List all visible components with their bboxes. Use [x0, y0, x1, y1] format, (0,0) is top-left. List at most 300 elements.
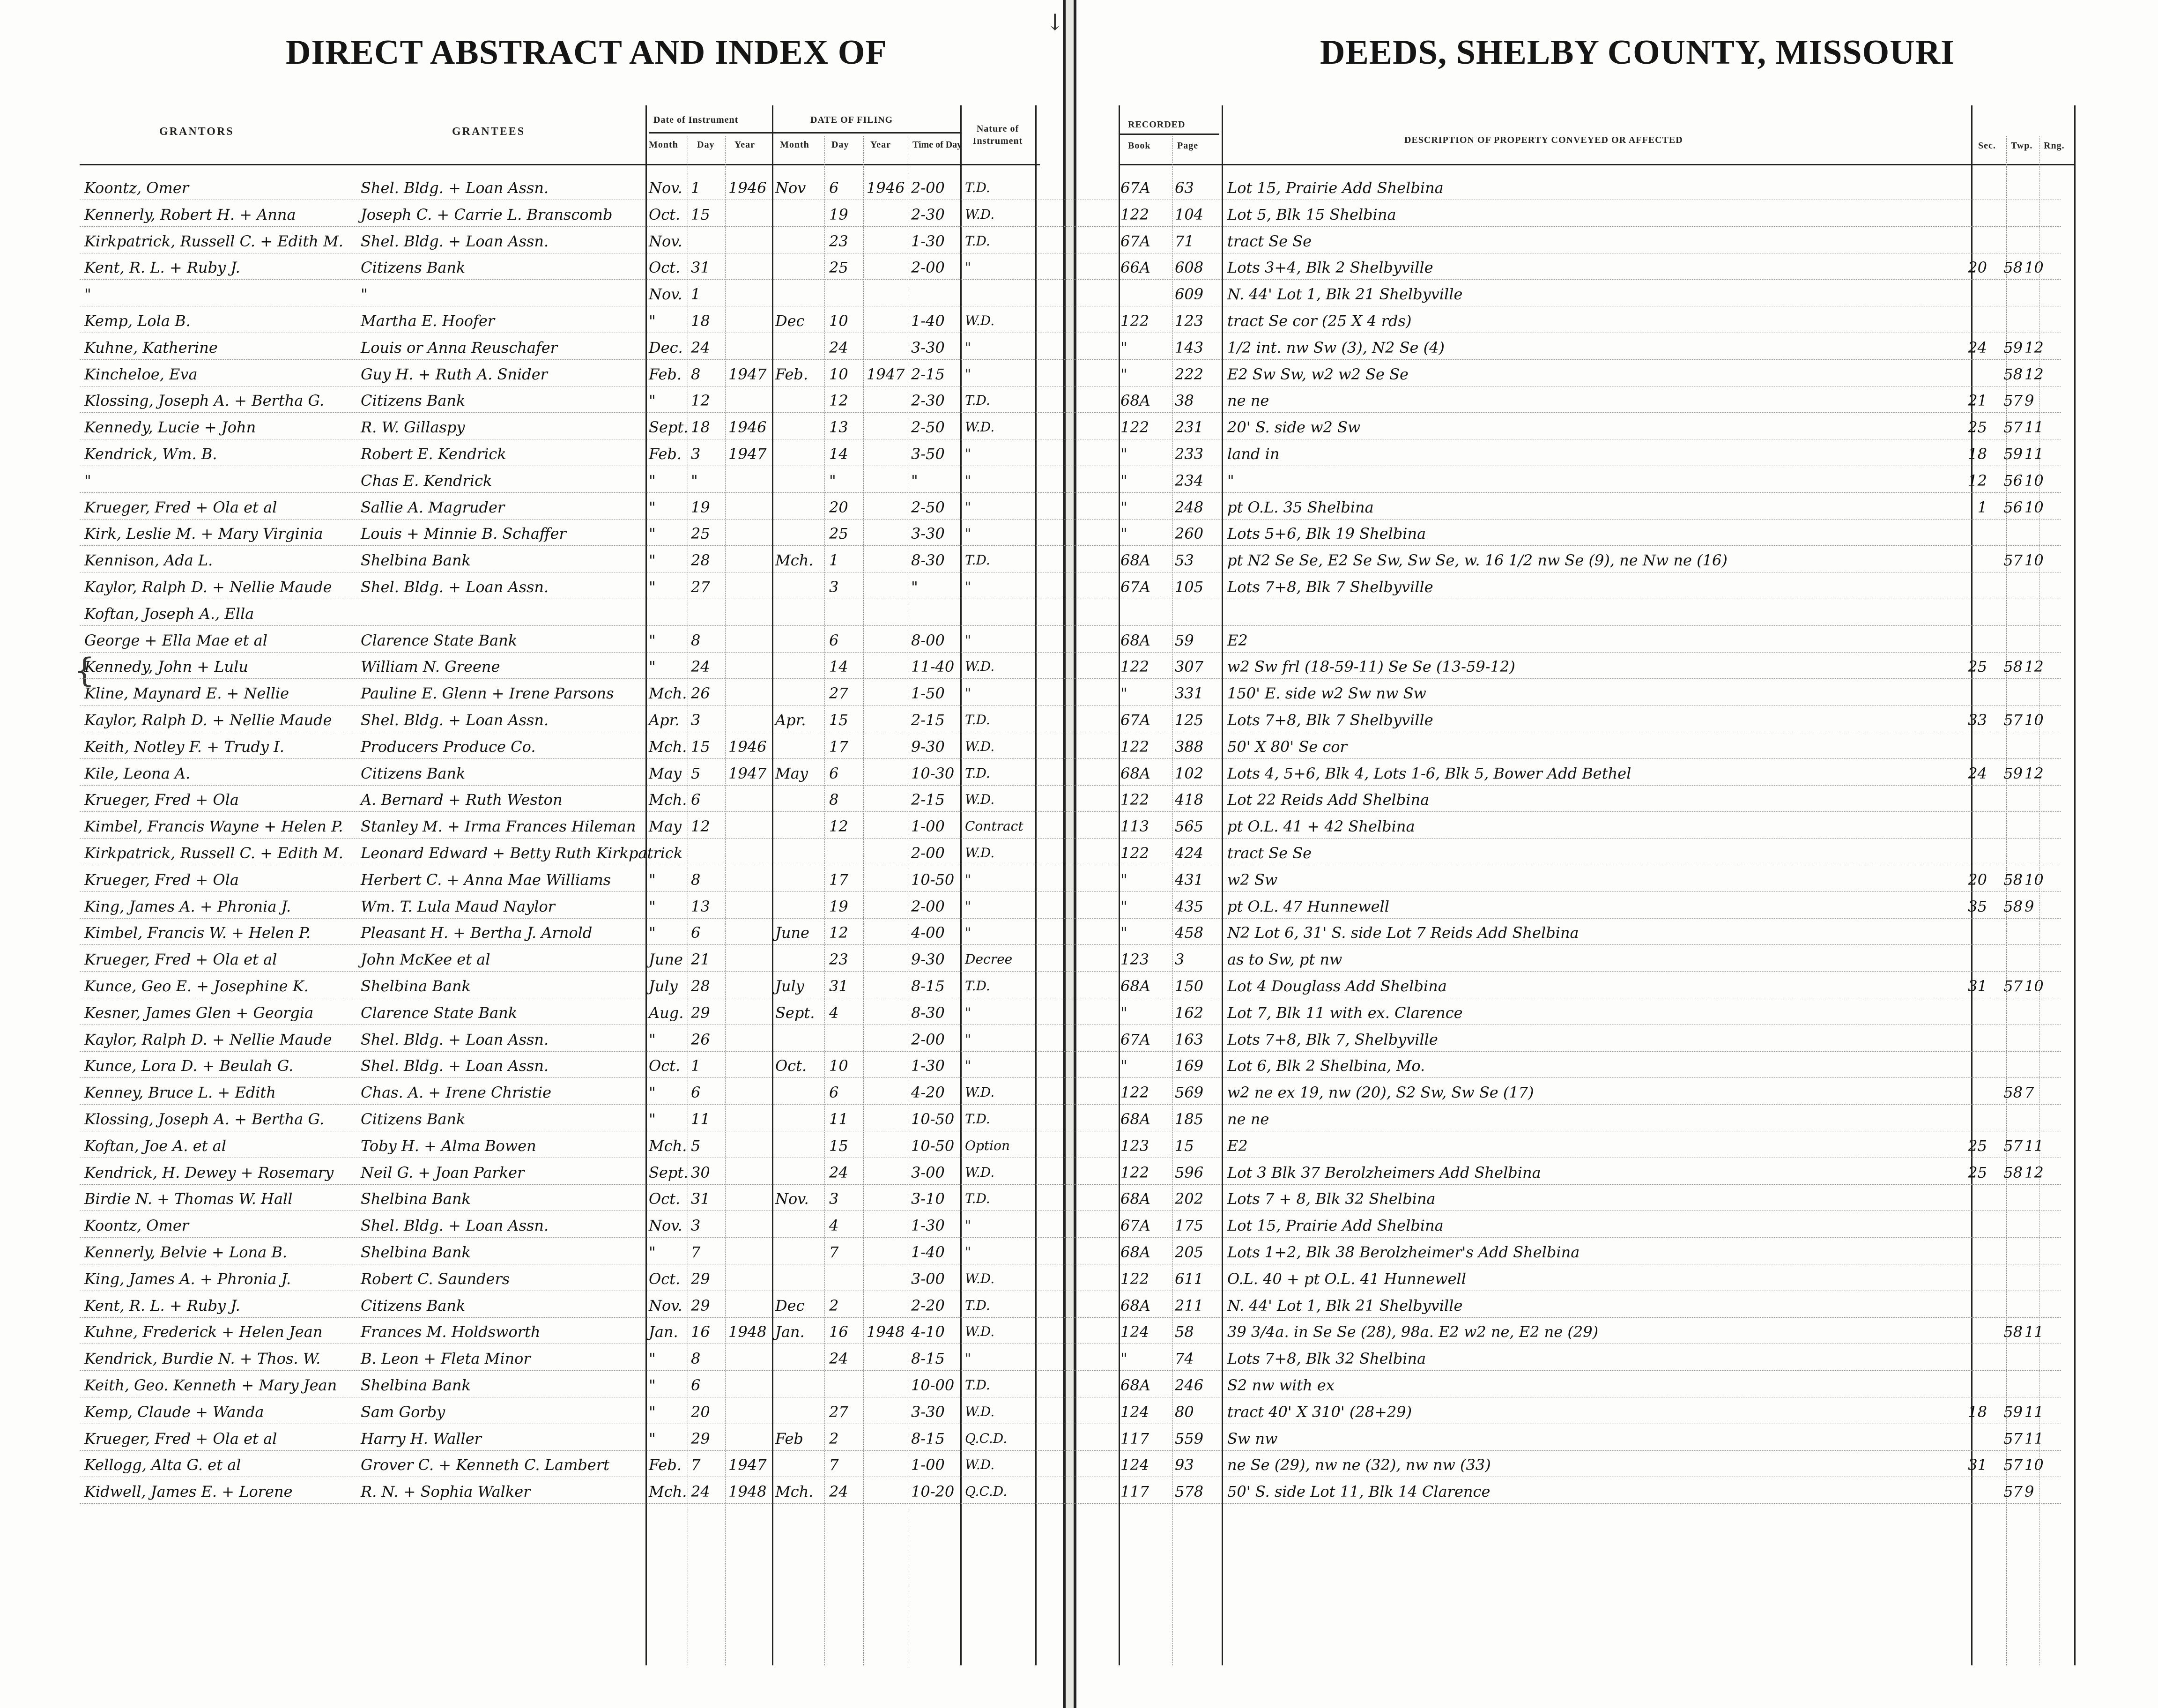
twp-cell: 57 [2003, 1456, 2023, 1474]
twp-cell: 58 [2003, 365, 2023, 383]
filing-day-cell: 6 [829, 631, 839, 649]
description-cell: Lot 15, Prairie Add Shelbina [1227, 179, 1444, 197]
book-cell: 67A [1120, 1030, 1150, 1048]
filing-time-cell: 10-20 [911, 1483, 955, 1501]
instrument-month-cell: Nov. [649, 179, 682, 197]
sec-cell: 20 [1968, 870, 1987, 889]
rng-cell: 10 [2025, 471, 2044, 490]
nature-cell: T.D. [965, 1191, 990, 1207]
page-cell: 458 [1175, 924, 1204, 942]
description-cell: Sw nw [1227, 1429, 1278, 1448]
page-cell: 63 [1175, 179, 1194, 197]
grantor-cell: Kendrick, Burdie N. + Thos. W. [84, 1350, 321, 1368]
grantee-cell: Sam Gorby [361, 1403, 445, 1421]
rng-cell: 11 [2025, 418, 2044, 437]
description-cell: ne ne [1227, 1110, 1269, 1128]
page-cell: 388 [1175, 737, 1204, 756]
filing-time-cell: 3-30 [911, 1403, 945, 1421]
instrument-year-header: Year [734, 140, 755, 150]
rng-cell: 12 [2025, 338, 2044, 356]
nature-cell: T.D. [965, 233, 990, 249]
description-cell: w2 ne ex 19, nw (20), S2 Sw, Sw Se (17) [1227, 1084, 1534, 1102]
instrument-month-cell: Mch. [649, 684, 687, 703]
grantor-cell: Koontz, Omer [84, 1217, 189, 1235]
nature-cell: " [965, 366, 971, 382]
page-cell: 234 [1175, 471, 1204, 490]
instrument-month-cell: Apr. [649, 711, 680, 729]
page-header: Page [1177, 141, 1199, 151]
grantee-cell: Neil G. + Joan Parker [361, 1163, 525, 1181]
nature-cell: T.D. [965, 978, 990, 994]
twp-cell: 56 [2003, 471, 2023, 490]
instrument-month-cell: " [649, 312, 656, 330]
instrument-month-cell: Oct. [649, 205, 681, 223]
filing-day-cell: 7 [829, 1456, 839, 1474]
twp-cell: 56 [2003, 498, 2023, 516]
page-cell: 596 [1175, 1163, 1204, 1181]
grantee-cell: Pleasant H. + Bertha J. Arnold [361, 924, 593, 942]
instrument-day-cell: 18 [691, 312, 710, 330]
ledger-row [0, 1002, 2158, 1024]
filing-time-cell: 4-10 [911, 1323, 945, 1341]
rng-cell: 11 [2025, 1403, 2044, 1421]
description-cell: S2 nw with ex [1227, 1376, 1335, 1394]
ledger-row [0, 1215, 2158, 1236]
grantee-cell: Frances M. Holdsworth [361, 1323, 541, 1341]
filing-day-cell: 8 [829, 791, 839, 809]
ruled-line [80, 359, 2061, 360]
filing-year-cell: 1947 [867, 365, 905, 383]
filing-day-cell: " [829, 471, 836, 490]
filing-day-cell: 19 [829, 205, 848, 223]
time-of-day-header: Time of Day [912, 140, 962, 150]
rng-cell: 9 [2025, 1483, 2034, 1501]
instrument-day-cell: 28 [691, 551, 710, 570]
grantee-cell: Harry H. Waller [361, 1429, 482, 1448]
ledger-row [0, 1428, 2158, 1449]
book-cell: 122 [1120, 205, 1149, 223]
sec-cell: 25 [1968, 658, 1987, 676]
rng-cell: 10 [2025, 259, 2044, 277]
ruled-line [80, 1237, 2061, 1238]
description-cell: Lots 7+8, Blk 32 Shelbina [1227, 1350, 1426, 1368]
instrument-month-header: Month [649, 140, 678, 150]
grantor-cell: Krueger, Fred + Ola [84, 870, 239, 889]
grantor-cell: Kent, R. L. + Ruby J. [84, 259, 240, 277]
grantor-cell: Krueger, Fred + Ola [84, 791, 239, 809]
filing-time-cell: 4-20 [911, 1084, 945, 1102]
nature-cell: W.D. [965, 738, 995, 754]
ledger-row [0, 709, 2158, 731]
description-cell: Lot 15, Prairie Add Shelbina [1227, 1217, 1444, 1235]
filing-time-cell: 3-30 [911, 338, 945, 356]
nature-cell: " [965, 1351, 971, 1366]
page-cell: 569 [1175, 1084, 1204, 1102]
filing-time-cell: 8-00 [911, 631, 945, 649]
description-cell: Lots 7+8, Blk 7 Shelbyville [1227, 578, 1433, 596]
grantor-cell: Kennerly, Belvie + Lona B. [84, 1243, 287, 1261]
grantee-cell: A. Bernard + Ruth Weston [361, 791, 563, 809]
description-cell: pt N2 Se Se, E2 Se Sw, Sw Se, w. 16 1/2 nw Se (9), ne Nw ne (16) [1227, 551, 1728, 570]
grantee-cell: Herbert C. + Anna Mae Williams [361, 870, 611, 889]
ruled-line [80, 519, 2061, 520]
instrument-day-cell: 15 [691, 737, 710, 756]
description-cell: 150' E. side w2 Sw nw Sw [1227, 684, 1426, 703]
description-cell: Lot 5, Blk 15 Shelbina [1227, 205, 1396, 223]
twp-cell: 57 [2003, 1429, 2023, 1448]
page-cell: 58 [1175, 1323, 1194, 1341]
book-cell: " [1120, 870, 1127, 889]
grantor-cell: Koftan, Joseph A., Ella [84, 604, 254, 623]
page-cell: 143 [1175, 338, 1204, 356]
recorded-header: RECORDED [1128, 119, 1186, 130]
filing-day-cell: 25 [829, 259, 848, 277]
twp-cell: 58 [2003, 1323, 2023, 1341]
ledger-row [0, 497, 2158, 518]
book-cell: 67A [1120, 232, 1150, 250]
filing-time-cell: 10-50 [911, 1110, 955, 1128]
instrument-month-cell: " [649, 471, 656, 490]
grantor-cell: Kesner, James Glen + Georgia [84, 1003, 314, 1022]
instrument-month-cell: " [649, 1429, 656, 1448]
nature-cell: W.D. [965, 792, 995, 808]
book-cell: 117 [1120, 1429, 1149, 1448]
grantor-cell: Kidwell, James E. + Lorene [84, 1483, 293, 1501]
book-cell: " [1120, 498, 1127, 516]
ledger-row [0, 949, 2158, 970]
filing-day-cell: 17 [829, 870, 848, 889]
instrument-month-cell: Nov. [649, 1296, 682, 1314]
grantee-cell: Shel. Bldg. + Loan Assn. [361, 711, 549, 729]
book-cell: 68A [1120, 392, 1150, 410]
filing-time-cell: 2-00 [911, 844, 945, 862]
rng-header: Rng. [2044, 141, 2065, 151]
book-cell: 68A [1120, 1190, 1150, 1208]
filing-day-cell: 4 [829, 1003, 839, 1022]
description-cell: Lots 3+4, Blk 2 Shelbyville [1227, 259, 1433, 277]
sec-cell: 25 [1968, 418, 1987, 437]
sec-header: Sec. [1978, 141, 1996, 151]
description-cell: ne Se (29), nw ne (32), nw nw (33) [1227, 1456, 1491, 1474]
instrument-day-cell: 24 [691, 338, 710, 356]
sec-cell: 1 [1977, 498, 1987, 516]
grantor-cell: Kaylor, Ralph D. + Nellie Maude [84, 578, 332, 596]
instrument-month-cell: July [649, 977, 678, 995]
twp-cell: 59 [2003, 445, 2023, 463]
twp-cell: 57 [2003, 711, 2023, 729]
grantor-cell: Kuhne, Frederick + Helen Jean [84, 1323, 323, 1341]
grantors-header: GRANTORS [159, 126, 234, 138]
filing-time-cell: 3-00 [911, 1270, 945, 1288]
filing-day-cell: 24 [829, 1350, 848, 1368]
description-cell: 39 3/4a. in Se Se (28), 98a. E2 w2 ne, E2 ne (29) [1227, 1323, 1599, 1341]
ledger-row [0, 1135, 2158, 1157]
grantor-cell: Kennedy, John + Lulu [84, 658, 248, 676]
ruled-line [80, 1503, 2061, 1504]
filing-time-cell: 2-30 [911, 205, 945, 223]
instrument-day-cell: 21 [691, 951, 710, 969]
page-cell: 233 [1175, 445, 1204, 463]
nature-cell: " [965, 472, 971, 488]
ledger-row [0, 736, 2158, 757]
grantee-cell: R. W. Gillaspy [361, 418, 465, 437]
book-cell: 122 [1120, 658, 1149, 676]
book-cell: " [1120, 684, 1127, 703]
filing-time-cell: 2-20 [911, 1296, 945, 1314]
instrument-day-cell: 8 [691, 365, 701, 383]
instrument-day-cell: 16 [691, 1323, 710, 1341]
page-cell: 80 [1175, 1403, 1194, 1421]
instrument-month-cell: Nov. [649, 285, 682, 304]
twp-cell: 57 [2003, 392, 2023, 410]
grantee-cell: Shelbina Bank [361, 1376, 471, 1394]
filing-time-cell: " [911, 578, 918, 596]
description-cell: N. 44' Lot 1, Blk 21 Shelbyville [1227, 1296, 1463, 1314]
ledger-row [0, 1348, 2158, 1369]
book-cell: 122 [1120, 791, 1149, 809]
grantor-cell: Kemp, Lola B. [84, 312, 191, 330]
book-cell: 68A [1120, 1110, 1150, 1128]
instrument-day-cell: 6 [691, 1376, 701, 1394]
grantor-cell: King, James A. + Phronia J. [84, 897, 291, 915]
instrument-month-cell: Oct. [649, 1057, 681, 1075]
instrument-day-cell: 1 [691, 285, 701, 304]
ledger-row [0, 1401, 2158, 1423]
description-cell: N2 Lot 6, 31' S. side Lot 7 Reids Add Shelbina [1227, 924, 1579, 942]
grantor-cell: Kenney, Bruce L. + Edith [84, 1084, 276, 1102]
description-cell: Lots 1+2, Blk 38 Berolzheimer's Add Shelbina [1227, 1243, 1580, 1261]
filing-month-cell: Nov. [775, 1190, 809, 1208]
ledger-row [0, 470, 2158, 491]
grantee-cell: Robert C. Saunders [361, 1270, 510, 1288]
nature-cell: W.D. [965, 419, 995, 435]
grantor-cell: Kunce, Geo E. + Josephine K. [84, 977, 309, 995]
page-cell: 205 [1175, 1243, 1204, 1261]
instrument-month-cell: " [649, 1376, 656, 1394]
ruled-line [80, 758, 2061, 759]
page-cell: 211 [1175, 1296, 1204, 1314]
instrument-day-cell: 24 [691, 1483, 710, 1501]
nature-cell: " [965, 526, 971, 542]
nature-cell: T.D. [965, 1297, 990, 1313]
ledger-row [0, 1321, 2158, 1343]
instrument-month-cell: Mch. [649, 737, 687, 756]
ledger-row [0, 1108, 2158, 1130]
page-cell: 185 [1175, 1110, 1204, 1128]
ledger-row [0, 630, 2158, 651]
grantee-cell: Guy H. + Ruth A. Snider [361, 365, 548, 383]
filing-time-cell: " [911, 471, 918, 490]
description-cell: Lot 3 Blk 37 Berolzheimers Add Shelbina [1227, 1163, 1541, 1181]
nature-cell: " [965, 685, 971, 701]
nature-cell: W.D. [965, 845, 995, 861]
book-cell: 124 [1120, 1323, 1149, 1341]
filing-day-cell: 31 [829, 977, 848, 995]
nature-cell: " [965, 632, 971, 648]
instrument-day-cell: 7 [691, 1456, 701, 1474]
rng-cell: 10 [2025, 498, 2044, 516]
ledger-row [0, 1481, 2158, 1502]
grantor-cell: Kunce, Lora D. + Beulah G. [84, 1057, 294, 1075]
filing-time-cell: 3-50 [911, 445, 945, 463]
page-cell: 578 [1175, 1483, 1204, 1501]
instrument-year-cell: 1947 [728, 764, 767, 782]
filing-month-cell: Apr. [775, 711, 806, 729]
left-page-title: DIRECT ABSTRACT AND INDEX OF [286, 33, 887, 72]
ruled-line [80, 1450, 2061, 1451]
grantee-cell: Clarence State Bank [361, 1003, 518, 1022]
nature-cell: " [965, 446, 971, 461]
description-cell: tract Se cor (25 X 4 rds) [1227, 312, 1412, 330]
description-cell: Lots 4, 5+6, Blk 4, Lots 1-6, Blk 5, Bower Add Bethel [1227, 764, 1631, 782]
ledger-row [0, 763, 2158, 784]
instrument-month-cell: Feb. [649, 365, 682, 383]
page-cell: 609 [1175, 285, 1204, 304]
instrument-day-cell: 31 [691, 1190, 710, 1208]
grantee-cell: Toby H. + Alma Bowen [361, 1136, 536, 1155]
filing-time-cell: 4-00 [911, 924, 945, 942]
grantor-cell: Koftan, Joe A. et al [84, 1136, 226, 1155]
ledger-row [0, 816, 2158, 837]
sec-cell: 35 [1968, 897, 1987, 915]
grantee-cell: Robert E. Kendrick [361, 445, 506, 463]
page-cell: 163 [1175, 1030, 1204, 1048]
ledger-row [0, 683, 2158, 704]
instrument-day-cell: 5 [691, 1136, 701, 1155]
page-cell: 307 [1175, 658, 1204, 676]
filing-month-cell: Dec [775, 312, 805, 330]
filing-time-cell: 2-00 [911, 1030, 945, 1048]
ruled-line [80, 545, 2061, 546]
instrument-day-cell: 19 [691, 498, 710, 516]
filing-year-cell: 1948 [867, 1323, 905, 1341]
instrument-year-cell: 1947 [728, 445, 767, 463]
twp-cell: 57 [2003, 1483, 2023, 1501]
filing-day-cell: 24 [829, 1483, 848, 1501]
grantor-cell: Kincheloe, Eva [84, 365, 198, 383]
filing-time-cell: 1-40 [911, 312, 945, 330]
description-cell: tract Se Se [1227, 844, 1312, 862]
book-cell: 123 [1120, 951, 1149, 969]
filing-day-cell: 7 [829, 1243, 839, 1261]
filing-time-cell: 1-00 [911, 817, 945, 836]
description-cell: Lot 4 Douglass Add Shelbina [1227, 977, 1447, 995]
filing-day-cell: 6 [829, 179, 839, 197]
grantor-cell: Birdie N. + Thomas W. Hall [84, 1190, 293, 1208]
instrument-year-cell: 1946 [728, 737, 767, 756]
rng-cell: 10 [2025, 977, 2044, 995]
page-cell: 169 [1175, 1057, 1204, 1075]
rng-cell: 11 [2025, 1429, 2044, 1448]
sec-cell: 25 [1968, 1136, 1987, 1155]
filing-time-cell: 8-30 [911, 1003, 945, 1022]
book-cell: 122 [1120, 1270, 1149, 1288]
book-cell: 67A [1120, 179, 1150, 197]
filing-day-cell: 16 [829, 1323, 848, 1341]
twp-header: Twp. [2011, 141, 2033, 151]
instrument-day-cell: 26 [691, 1030, 710, 1048]
grantor-cell: Kennison, Ada L. [84, 551, 213, 570]
grantor-cell: Kennedy, Lucie + John [84, 418, 256, 437]
instrument-year-cell: 1946 [728, 179, 767, 197]
description-cell: " [1227, 471, 1234, 490]
book-cell: 68A [1120, 551, 1150, 570]
filing-month-cell: July [775, 977, 804, 995]
ledger-row [0, 869, 2158, 891]
nature-of-instrument-header: Nature of Instrument [972, 124, 1023, 146]
page-cell: 435 [1175, 897, 1204, 915]
rng-cell: 9 [2025, 897, 2034, 915]
filing-time-cell: 2-15 [911, 365, 945, 383]
description-cell: pt O.L. 35 Shelbina [1227, 498, 1374, 516]
grantee-cell: Shelbina Bank [361, 1243, 471, 1261]
page-cell: 3 [1175, 951, 1185, 969]
instrument-day-header: Day [697, 140, 715, 150]
page-cell: 71 [1175, 232, 1194, 250]
book-cell: 122 [1120, 312, 1149, 330]
grantee-cell: Shel. Bldg. + Loan Assn. [361, 179, 549, 197]
filing-time-cell: 10-00 [911, 1376, 955, 1394]
ruled-line [80, 1104, 2061, 1105]
instrument-month-cell: " [649, 392, 656, 410]
page-cell: 38 [1175, 392, 1194, 410]
ruled-line [80, 944, 2061, 945]
page-cell: 202 [1175, 1190, 1204, 1208]
instrument-day-cell: 6 [691, 924, 701, 942]
description-cell: Lot 6, Blk 2 Shelbina, Mo. [1227, 1057, 1425, 1075]
instrument-day-cell: 29 [691, 1429, 710, 1448]
ruled-line [80, 652, 2061, 653]
grantee-cell: Martha E. Hoofer [361, 312, 495, 330]
filing-day-cell: 2 [829, 1296, 839, 1314]
rng-cell: 10 [2025, 1456, 2044, 1474]
nature-cell: " [965, 1031, 971, 1047]
twp-cell: 57 [2003, 977, 2023, 995]
description-cell: N. 44' Lot 1, Blk 21 Shelbyville [1227, 285, 1463, 304]
instrument-month-cell: " [649, 525, 656, 543]
twp-cell: 58 [2003, 259, 2023, 277]
ledger-row [0, 177, 2158, 199]
nature-cell: Q.C.D. [965, 1430, 1008, 1446]
filing-time-cell: 3-10 [911, 1190, 945, 1208]
twp-cell: 58 [2003, 897, 2023, 915]
filing-day-cell: 15 [829, 1136, 848, 1155]
filing-time-cell: 10-50 [911, 1136, 955, 1155]
ledger-row [0, 364, 2158, 385]
filing-time-cell: 11-40 [911, 658, 955, 676]
ruled-line [80, 1210, 2061, 1211]
nature-cell: " [965, 925, 971, 941]
instrument-month-cell: " [649, 924, 656, 942]
instrument-month-cell: " [649, 551, 656, 570]
nature-cell: Decree [965, 951, 1013, 967]
filing-month-cell: Jan. [775, 1323, 805, 1341]
description-cell: E2 Sw Sw, w2 w2 Se Se [1227, 365, 1409, 383]
ledger-row [0, 1029, 2158, 1050]
grantor-cell: Kirkpatrick, Russell C. + Edith M. [84, 232, 343, 250]
sec-cell: 31 [1968, 977, 1987, 995]
twp-cell: 59 [2003, 764, 2023, 782]
sec-cell: 24 [1968, 764, 1987, 782]
filing-year-header: Year [870, 140, 891, 150]
filing-time-cell: 3-30 [911, 525, 945, 543]
grantor-cell: Kirk, Leslie M. + Mary Virginia [84, 525, 323, 543]
filing-month-cell: Oct. [775, 1057, 807, 1075]
filing-time-cell: 2-50 [911, 498, 945, 516]
grantor-cell: Keith, Notley F. + Trudy I. [84, 737, 284, 756]
book-cell: " [1120, 1003, 1127, 1022]
page-cell: 123 [1175, 312, 1204, 330]
